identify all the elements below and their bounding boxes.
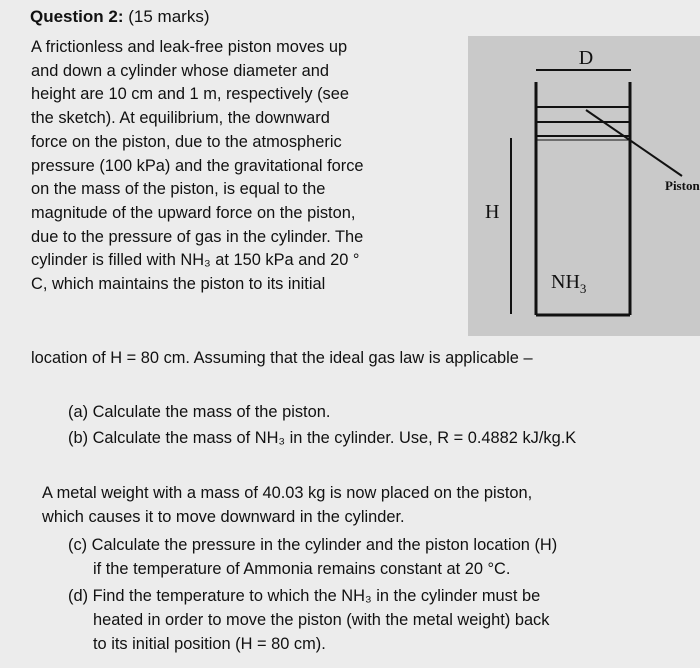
part-d — [68, 584, 549, 656]
part-a: (a) Calculate the mass of the piston. — [68, 403, 331, 421]
question-heading — [30, 6, 209, 28]
intro-line: pressure (100 kPa) and the gravitational force — [31, 156, 364, 175]
part-d-line: (d) Find the temperature to which the NH₃ in the cylinder must be — [68, 587, 541, 605]
intro-line: on the mass of the piston, is equal to the — [31, 180, 326, 199]
intro-last-line: location of H = 80 cm. Assuming that the ideal gas law is applicable – — [31, 349, 533, 367]
part-c — [68, 533, 557, 581]
intro-line: A frictionless and leak-free piston moves up — [31, 38, 348, 56]
intro-line: magnitude of the upward force on the piston, — [31, 203, 356, 222]
intro-line: C, which maintains the piston to its initial — [31, 275, 326, 294]
intro-line: the sketch). At equilibrium, the downward — [31, 109, 330, 128]
intro-line: cylinder is filled with NH₃ at 150 kPa and 20 ° — [31, 251, 360, 270]
part-b: (b) Calculate the mass of NH₃ in the cylinder. Use, R = 0.4882 kJ/kg.K — [68, 429, 577, 447]
second-paragraph — [42, 481, 532, 529]
part-c-line: if the temperature of Ammonia remains constant at 20 °C. — [93, 560, 511, 578]
gas-label-subscript: 3 — [579, 281, 587, 296]
gas-label-main: NH — [551, 271, 580, 293]
part-d-line: heated in order to move the piston (with the metal weight) back — [93, 611, 550, 629]
intro-line: and down a cylinder whose diameter and — [31, 61, 329, 80]
question-number: Question 2: — [30, 7, 124, 26]
part-d-line: to its initial position (H = 80 cm). — [93, 635, 326, 653]
intro-line: force on the piston, due to the atmospheric — [31, 132, 342, 151]
piston-cylinder-sketch — [468, 36, 700, 336]
second-paragraph-line: A metal weight with a mass of 40.03 kg is now placed on the piston, — [42, 484, 533, 502]
height-label: H — [485, 201, 500, 223]
part-c-line: (c) Calculate the pressure in the cylinder and the piston location (H) — [68, 536, 558, 554]
second-paragraph-line: which causes it to move downward in the cylinder. — [42, 508, 405, 526]
intro-line: due to the pressure of gas in the cylinder. The — [31, 227, 364, 246]
diameter-label: D — [578, 47, 594, 69]
intro-paragraph — [31, 36, 471, 297]
piston-label: Piston — [665, 178, 700, 193]
question-marks: (15 marks) — [128, 7, 210, 26]
intro-line: height are 10 cm and 1 m, respectively (see — [31, 85, 349, 104]
